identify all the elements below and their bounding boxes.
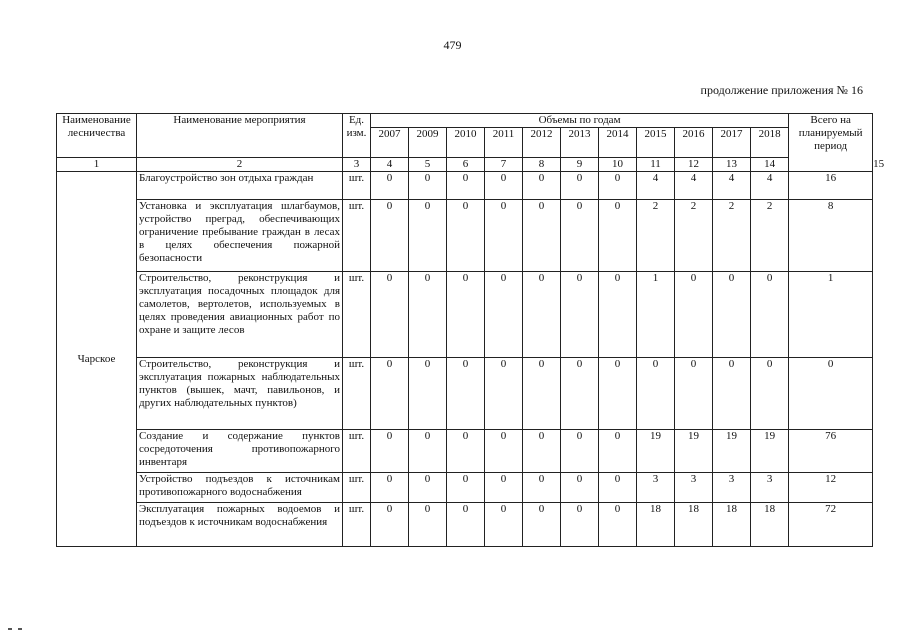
year-value-cell: 3 [751,473,789,503]
appendix-note: продолжение приложения № 16 [700,83,863,97]
year-value-cell: 0 [523,200,561,272]
measure-name: Эксплуатация пожарных водоемов и подъездов к источникам водоснабжения [137,503,343,547]
header-forestry-line2: лесничества [67,127,126,139]
scan-mark [8,628,22,632]
column-number: 11 [637,158,675,172]
year-value-cell: 0 [447,358,485,430]
header-volumes-by-year: Объемы по годам [371,114,789,128]
table-row [57,473,873,503]
year-value-cell: 19 [713,430,751,473]
year-value-cell: 0 [371,272,409,358]
unit-cell: шт. [343,172,371,200]
year-value-cell: 0 [523,430,561,473]
total-cell: 0 [789,358,873,430]
measures-table [56,113,885,547]
header-year: 2012 [523,128,561,158]
year-value-cell: 0 [523,272,561,358]
year-value-cell: 0 [371,172,409,200]
year-value-cell: 0 [485,358,523,430]
header-total-line2: планируемый [798,127,863,139]
total-cell: 72 [789,503,873,547]
year-value-cell: 1 [637,272,675,358]
column-number: 3 [343,158,371,172]
column-number: 10 [599,158,637,172]
header-measure-name: Наименование мероприятия [137,114,343,158]
unit-cell: шт. [343,200,371,272]
column-number-row: 1 2 3 4 5 6 7 8 9 10 11 12 13 14 15 [57,158,873,172]
year-value-cell: 3 [675,473,713,503]
year-value-cell: 0 [599,473,637,503]
year-value-cell: 0 [523,503,561,547]
year-value-cell: 0 [371,200,409,272]
header-year: 2015 [637,128,675,158]
header-year: 2011 [485,128,523,158]
table-row [57,358,873,430]
year-value-cell: 0 [447,473,485,503]
year-value-cell: 0 [675,272,713,358]
year-value-cell: 0 [409,272,447,358]
year-value-cell: 0 [371,473,409,503]
year-value-cell: 0 [751,272,789,358]
column-number: 14 [751,158,789,172]
year-value-cell: 0 [599,172,637,200]
column-number: 7 [485,158,523,172]
year-value-cell: 0 [561,358,599,430]
year-value-cell: 0 [485,430,523,473]
total-cell: 8 [789,200,873,272]
year-value-cell: 0 [713,272,751,358]
header-total-line1: Всего на [810,114,851,126]
year-value-cell: 0 [599,200,637,272]
year-value-cell: 0 [447,503,485,547]
year-value-cell: 0 [599,430,637,473]
table-body [57,172,873,547]
year-value-cell: 4 [713,172,751,200]
table-row [57,430,873,473]
unit-cell: шт. [343,473,371,503]
total-cell: 1 [789,272,873,358]
year-value-cell: 0 [599,503,637,547]
year-value-cell: 3 [637,473,675,503]
column-number: 2 [137,158,343,172]
page-number: 479 [443,38,462,52]
year-value-cell: 19 [751,430,789,473]
header-total-line3: период [814,140,848,152]
measure-name: Установка и эксплуатация шлагбаумов, устройство преград, обеспечивающих ограничение пребывание граждан в лесах в целях обеспечения пожарной безопасности [137,200,343,272]
year-value-cell: 2 [637,200,675,272]
year-value-cell: 0 [751,358,789,430]
header-year: 2013 [561,128,599,158]
header-forestry [57,114,137,158]
year-value-cell: 4 [751,172,789,200]
year-value-cell: 0 [447,172,485,200]
year-value-cell: 0 [713,358,751,430]
year-value-cell: 0 [485,172,523,200]
year-value-cell: 0 [523,358,561,430]
header-year: 2010 [447,128,485,158]
year-value-cell: 0 [561,200,599,272]
header-year: 2016 [675,128,713,158]
column-number: 6 [447,158,485,172]
year-value-cell: 0 [675,358,713,430]
measure-name: Благоустройство зон отдыха граждан [137,172,343,200]
table-row [57,272,873,358]
unit-cell: шт. [343,272,371,358]
year-value-cell: 0 [409,358,447,430]
header-year: 2014 [599,128,637,158]
column-number: 4 [371,158,409,172]
year-value-cell: 0 [561,430,599,473]
header-forestry-line1: Наименование [62,114,131,126]
year-value-cell: 0 [371,430,409,473]
year-value-cell: 3 [713,473,751,503]
year-value-cell: 19 [675,430,713,473]
measure-name: Строительство, реконструкция и эксплуатация пожарных наблюдательных пунктов (вышек, мачт, павильонов, и других наблюдательных пунктов) [137,358,343,430]
header-unit-line1: Ед. [348,114,365,126]
year-value-cell: 0 [371,503,409,547]
column-number: 1 [57,158,137,172]
year-value-cell: 2 [675,200,713,272]
header-year: 2009 [409,128,447,158]
header-year: 2017 [713,128,751,158]
year-value-cell: 0 [409,172,447,200]
year-value-cell: 0 [409,430,447,473]
column-number: 13 [713,158,751,172]
year-value-cell: 18 [637,503,675,547]
header-year: 2007 [371,128,409,158]
year-value-cell: 0 [409,473,447,503]
year-value-cell: 0 [599,272,637,358]
year-value-cell: 4 [637,172,675,200]
forestry-name: Чарское [57,172,137,547]
year-value-cell: 2 [751,200,789,272]
year-value-cell: 0 [371,358,409,430]
measure-name: Создание и содержание пунктов сосредоточения противопожарного инвентаря [137,430,343,473]
year-value-cell: 4 [675,172,713,200]
header-unit-line2: изм. [346,127,367,139]
unit-cell: шт. [343,430,371,473]
year-value-cell: 0 [561,272,599,358]
header-year: 2018 [751,128,789,158]
measure-name: Строительство, реконструкция и эксплуатация посадочных площадок для самолетов, вертолетов, используемых в целях проведения авиационных работ по охране и защите лесов [137,272,343,358]
unit-cell: шт. [343,358,371,430]
year-value-cell: 2 [713,200,751,272]
total-cell: 16 [789,172,873,200]
table-row [57,172,873,200]
table-row [57,503,873,547]
year-value-cell: 0 [447,272,485,358]
year-value-cell: 0 [485,200,523,272]
total-cell: 12 [789,473,873,503]
header-total [789,114,873,172]
total-cell: 76 [789,430,873,473]
measure-name: Устройство подъездов к источникам противопожарного водоснабжения [137,473,343,503]
year-value-cell: 0 [485,503,523,547]
year-value-cell: 0 [447,430,485,473]
year-value-cell: 19 [637,430,675,473]
year-value-cell: 0 [409,200,447,272]
table-header [57,114,885,172]
year-value-cell: 0 [599,358,637,430]
year-value-cell: 0 [561,503,599,547]
year-value-cell: 0 [485,272,523,358]
year-value-cell: 0 [409,503,447,547]
year-value-cell: 0 [523,473,561,503]
year-value-cell: 0 [637,358,675,430]
year-value-cell: 0 [485,473,523,503]
year-value-cell: 0 [447,200,485,272]
year-value-cell: 0 [561,473,599,503]
table-row [57,200,873,272]
year-value-cell: 18 [675,503,713,547]
column-number: 12 [675,158,713,172]
column-number: 9 [561,158,599,172]
column-number: 5 [409,158,447,172]
year-value-cell: 18 [713,503,751,547]
year-value-cell: 0 [523,172,561,200]
year-value-cell: 18 [751,503,789,547]
unit-cell: шт. [343,503,371,547]
column-number: 8 [523,158,561,172]
header-unit [343,114,371,158]
year-value-cell: 0 [561,172,599,200]
